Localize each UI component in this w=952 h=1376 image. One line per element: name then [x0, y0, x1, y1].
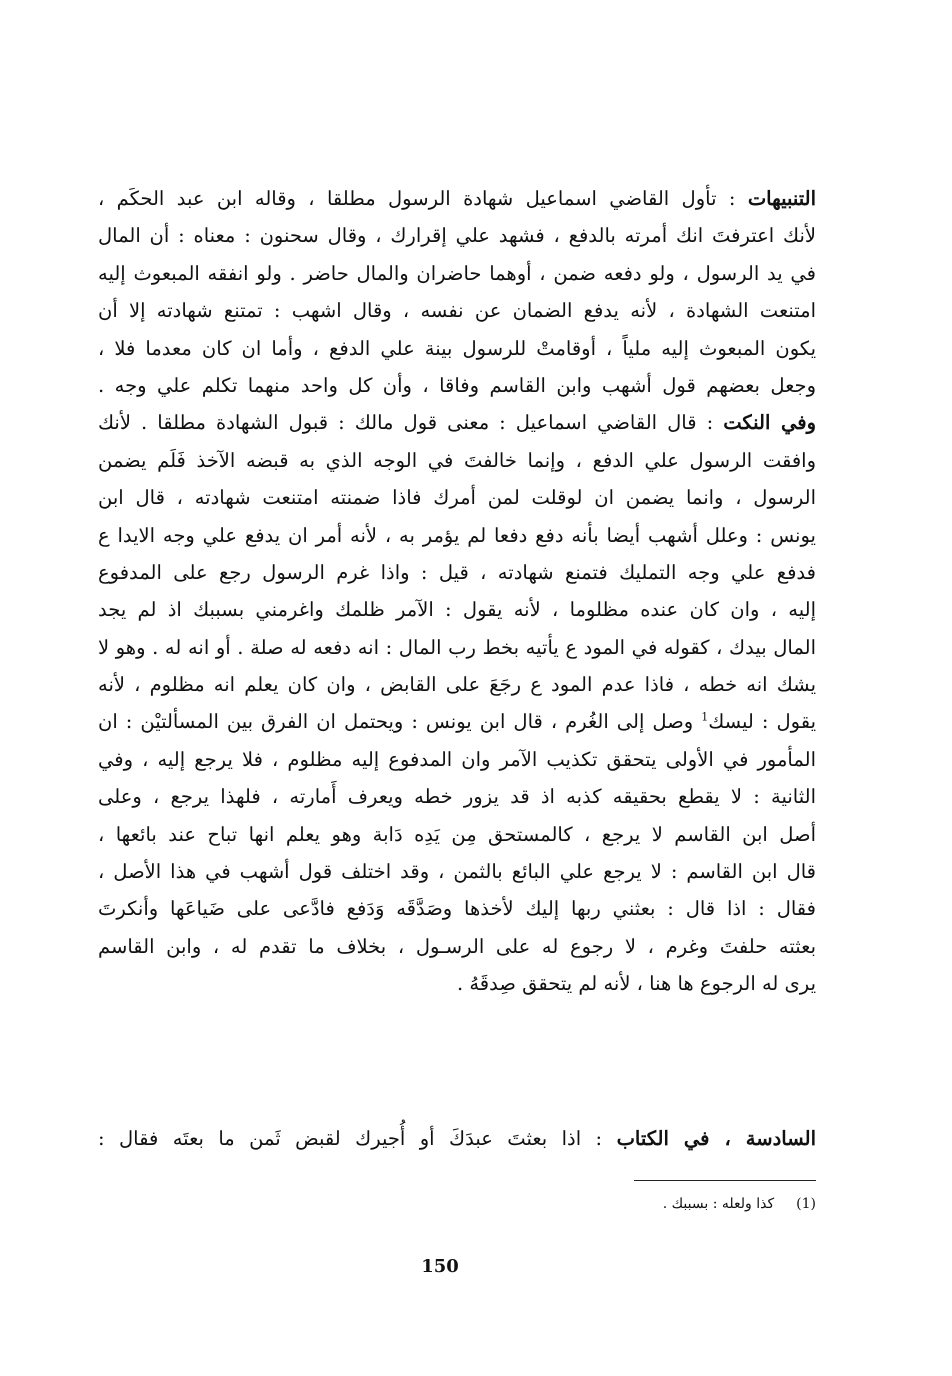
line-text: قال ابن القاسم : لا يرجع علي البائع بالثمن ، وقد اختلف قول أشهب في هذا الأصل ، — [98, 860, 816, 884]
text-line — [98, 517, 816, 554]
text-line — [98, 816, 816, 853]
line-text: الثانية : لا يقطع بحقيقه كذبه اذ قد يزور خطه ويعرف أَمارته ، فلهذا يرجع ، وعلى — [98, 785, 816, 809]
line-text: في يد الرسول ، ولو دفعه ضمن ، أوهما حاضران والمال حاضر . ولو انفقه المبعوث إليه — [98, 261, 816, 285]
final-paragraph — [98, 1120, 816, 1157]
line-text: فقال : اذا قال : بعثني ربها إليك لأخذها وصَدَّقَه وَدَفع فادَّعى على ضَياعَها وأنكرتَ — [98, 897, 816, 921]
line-text: وافقت الرسول علي الدفع ، وإنما خالفتَ في الوجه الذي به قبضه الآخذ فَلَم يضمن — [98, 448, 816, 472]
main-text-block — [98, 180, 816, 1003]
text-line — [98, 853, 816, 890]
line-text-tail: وصل إلى الغُرم ، قال ابن يونس : ويحتمل ان الفرق بين المسألتيْن : ان — [98, 710, 702, 734]
line-text: المأمور في الأولى يتحقق تكذيب الآمر وان المدفوع إليه مظلوم ، فلا يرجع إليه ، وفي — [98, 747, 816, 771]
text-line — [98, 554, 816, 591]
final-paragraph-text: : اذا بعثتَ عبدَكَ أو أُجيرك لقبض ثَمن ما بعتَه فقال : — [98, 1127, 617, 1150]
text-line — [98, 890, 816, 927]
footnote-divider — [634, 1180, 816, 1181]
line-text: يونس : وعلل أشهب أيضا بأنه دفع دفعا لم يؤمر به ، لأنه أمر ان يدفع علي وجه الايدا ع — [98, 523, 816, 547]
text-line — [98, 367, 816, 404]
line-text: وجعل بعضهم قول أشهب وابن القاسم وفاقا ، وأن كل واحد منهما تكلم علي وجه . — [98, 373, 816, 397]
section-heading: وفي النكت — [723, 411, 816, 435]
line-text: أصل ابن القاسم لا يرجع ، كالمستحق مِن يَدِه دَابة وهو يعلم انها تباح عند بائعها ، — [98, 822, 816, 846]
footnote-number: (1) — [796, 1196, 816, 1212]
text-line — [98, 404, 816, 441]
footnote — [400, 1192, 816, 1216]
line-text: يكون المبعوث إليه ملياً ، أوقامتْ للرسول بينة علي الدفع ، وأما ان كان معدما فلا ، — [98, 336, 816, 360]
line-text: يقول : ليسك — [708, 710, 816, 734]
line-text: الرسول ، وانما يضمن ان لوقلت لمن أمرك فاذا ضمنته امتنعت شهادته ، قال ابن — [98, 486, 816, 510]
text-line — [98, 703, 816, 740]
line-text: لأنك اعترفتَ انك أمرته بالدفع ، فشهد علي إقرارك ، وقال سحنون : معناه : أن المال — [98, 224, 816, 248]
line-text: بعثته حلفتَ وغرم ، لا رجوع له على الرسـول ، بخلاف ما تقدم له ، وابن القاسم — [98, 934, 816, 958]
text-line — [98, 442, 816, 479]
line-text: المال بيدك ، كقوله في المود ع يأتيه بخط رب المال : انه دفعه له صلة . أو انه له . وهو لا — [98, 635, 816, 659]
text-line — [98, 778, 816, 815]
text-line — [98, 741, 816, 778]
text-line — [98, 629, 816, 666]
text-line — [98, 292, 816, 329]
page-number: 150 — [421, 1256, 459, 1277]
line-text: : قال القاضي اسماعيل : معنى قول مالك : قبول الشهادة مطلقا . لأنك — [98, 411, 724, 435]
section-heading: التنبيهات — [747, 187, 816, 210]
text-line — [98, 928, 816, 965]
text-line — [98, 965, 816, 1002]
final-paragraph-heading: السادسة ، في الكتاب — [616, 1127, 816, 1150]
line-text: يشك انه خطه ، فاذا عدم المود ع رجَعَ على القابض ، وان كان يعلم انه مظلوم ، لأنه — [98, 673, 816, 697]
footnote-text: كذا ولعله : بسببك . — [662, 1196, 775, 1212]
text-line — [98, 666, 816, 703]
text-line — [98, 255, 816, 292]
text-line — [98, 217, 816, 254]
text-line — [98, 180, 816, 217]
line-text: يرى له الرجوع ها هنا ، لأنه لم يتحقق صِدقَهُ . — [456, 972, 816, 996]
line-text: : تأول القاضي اسماعيل شهادة الرسول مطلقا ، وقاله ابن عبد الحكَم ، — [98, 187, 748, 210]
text-line — [98, 479, 816, 516]
line-text: فدفع علي وجه التمليك فتمنع شهادته ، قيل : واذا غرم الرسول رجع على المدفوع — [98, 560, 816, 584]
text-line — [98, 330, 816, 367]
footnote-reference: 1 — [701, 710, 709, 724]
text-line — [98, 591, 816, 628]
line-text: إليه ، وان كان عنده مظلوما ، لأنه يقول : الآمر ظلمك واغرمني بسببك اذ لم يجد — [98, 598, 816, 622]
line-text: امتنعت الشهادة ، لأنه يدفع الضمان عن نفسه ، وقال اشهب : تمتنع شهادته إلا أن — [98, 299, 816, 323]
